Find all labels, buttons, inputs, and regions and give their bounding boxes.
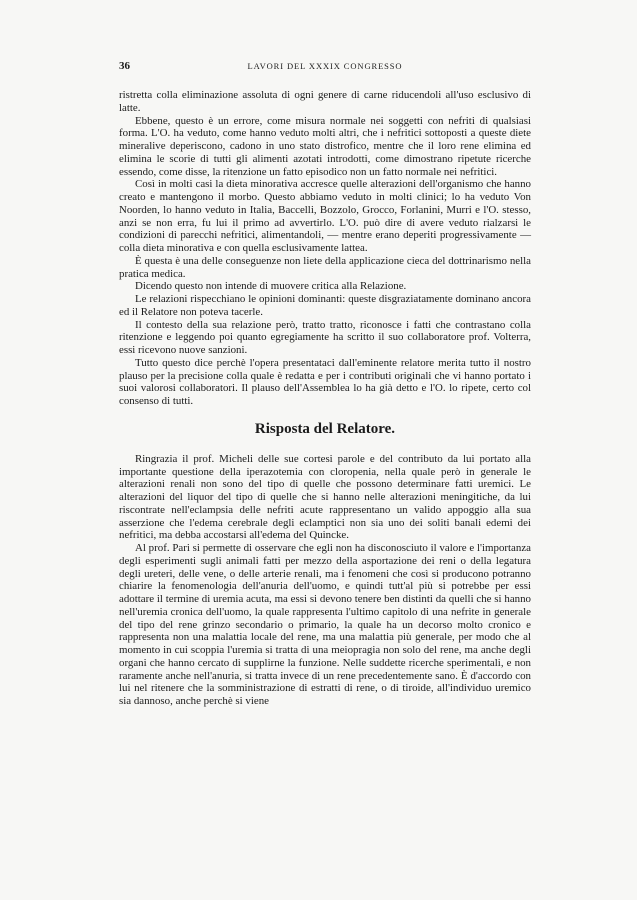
paragraph: Ebbene, questo è un errore, come misura normale nei soggetti con nefriti di qualsiasi forma. L'O. ha veduto, come hanno veduto molti altri, che i nefritici sottoposti a queste diete mineralive deperiscono, cadono in uno stato distrofico, mentre che il loro rene elimina ed elimina le scorie di tutti gli alimenti azotati introdotti, come dimostrano ripetute ricerche essendo, come disse, la ritenzione un fatto episodico non un fatto normale nei nefritici. [119,114,531,178]
paragraph: Il contesto della sua relazione però, tratto tratto, riconosce i fatti che contrastano colla ritenzione e leggendo poi quanto egregiamente ha scritto il suo collaboratore prof. Volterra, essi ricevono nuove sanzioni. [119,318,531,356]
paragraph: È questa è una delle conseguenze non liete della applicazione cieca del dottrinarismo nella pratica medica. [119,254,531,280]
paragraph: Tutto questo dice perchè l'opera presentataci dall'eminente relatore merita tutto il nostro plauso per la precisione colla quale è redatta e per i contributi originali che vi hanno portato i suoi valorosi collaboratori. Il plauso dell'Assemblea lo ha già detto e l'O. lo ripete, certo col consenso di tutti. [119,356,531,407]
paragraph: Dicendo questo non intende di muovere critica alla Relazione. [135,280,407,293]
paragraph: Le relazioni rispecchiano le opinioni dominanti: queste disgraziatamente dominano ancora ed il Relatore non poteva tacerle. [119,293,531,318]
page-header [119,60,531,76]
paragraph: Ringrazia il prof. Micheli delle sue cortesi parole e del contributo da lui portato alla importante questione della iperazotemia con cloropenia, nella quale però in generale le alterazioni renali non sono del tipo di quelle che possono determinare fatti uremici. Le alterazioni del liquor del tipo di quelle che si hanno nelle alterazioni meningitiche, da lui riscontrate nell'eclampsia delle nefriti acute rappresentano un valido appoggio alla sua asserzione che l'edema cerebrale degli eclamptici non sia uno dei soliti banali edemi dei nefritici, ma debba accostarsi all'edema del Quincke. [119,452,531,542]
paragraph: Così in molti casi la dieta minorativa accresce quelle alterazioni dell'organismo che hanno creato e mantengono il morbo. Questo abbiamo veduto in molti clinici; lo ha veduto Von Noorden, lo hanno veduto in Italia, Baccelli, Bozzolo, Grocco, Forlanini, Murri e l'O. stesso, anzi se non erra, fu lui il primo ad avvertirlo. L'O. può dire di avere veduto rialzarsi le condizioni di parecchi nefritici, alimentandoli, — mentre erano deperiti progressivamente — colla dieta minorativa e con quella esclusivamente lattea. [119,178,531,254]
page-number: 36 [119,60,130,72]
running-title: LAVORI DEL XXXIX CONGRESSO [247,61,403,71]
section-title: Risposta del Relatore. [254,420,396,437]
body-text [119,89,531,708]
paragraph: Al prof. Pari si permette di osservare che egli non ha disconosciuto il valore e l'importanza degli esperimenti sugli animali fatti per mezzo della asportazione dei reni o della legatura degli ureteri, delle vene, o delle arterie renali, ma i fenomeni che così si producono potranno chiarire la fenomenologia dell'anuria dell'uomo, e quindi tutt'al più si potrebbe per essi adottare il termine di uremia acuta, ma essi si devono tenere ben distinti da quelli che si hanno nell'uremia cronica dell'uomo, la quale rappresenta l'ultimo capitolo di una nefrite in generale del tipo del rene grinzo secondario o primario, la quale ha un decorso molto cronico e rappresenta non una malattia locale del rene, ma una malattia più generale, per modo che al momento in cui scoppia l'uremia si tratta di una meiopragia non solo del rene, ma anche degli organi che hanno cercato di supplirne la funzione. Nelle suddette ricerche sperimentali, e non raramente anche nell'anuria, si tratta invece di un rene precedentemente sano. È d'accordo con lui nel ritenere che la somministrazione di estratti di rene, o di tiroide, all'individuo uremico sia dannoso, anche perchè si viene [119,542,531,707]
paragraph: ristretta colla eliminazione assoluta di ogni genere di carne riducendoli all'uso esclusivo di latte. [119,89,531,114]
